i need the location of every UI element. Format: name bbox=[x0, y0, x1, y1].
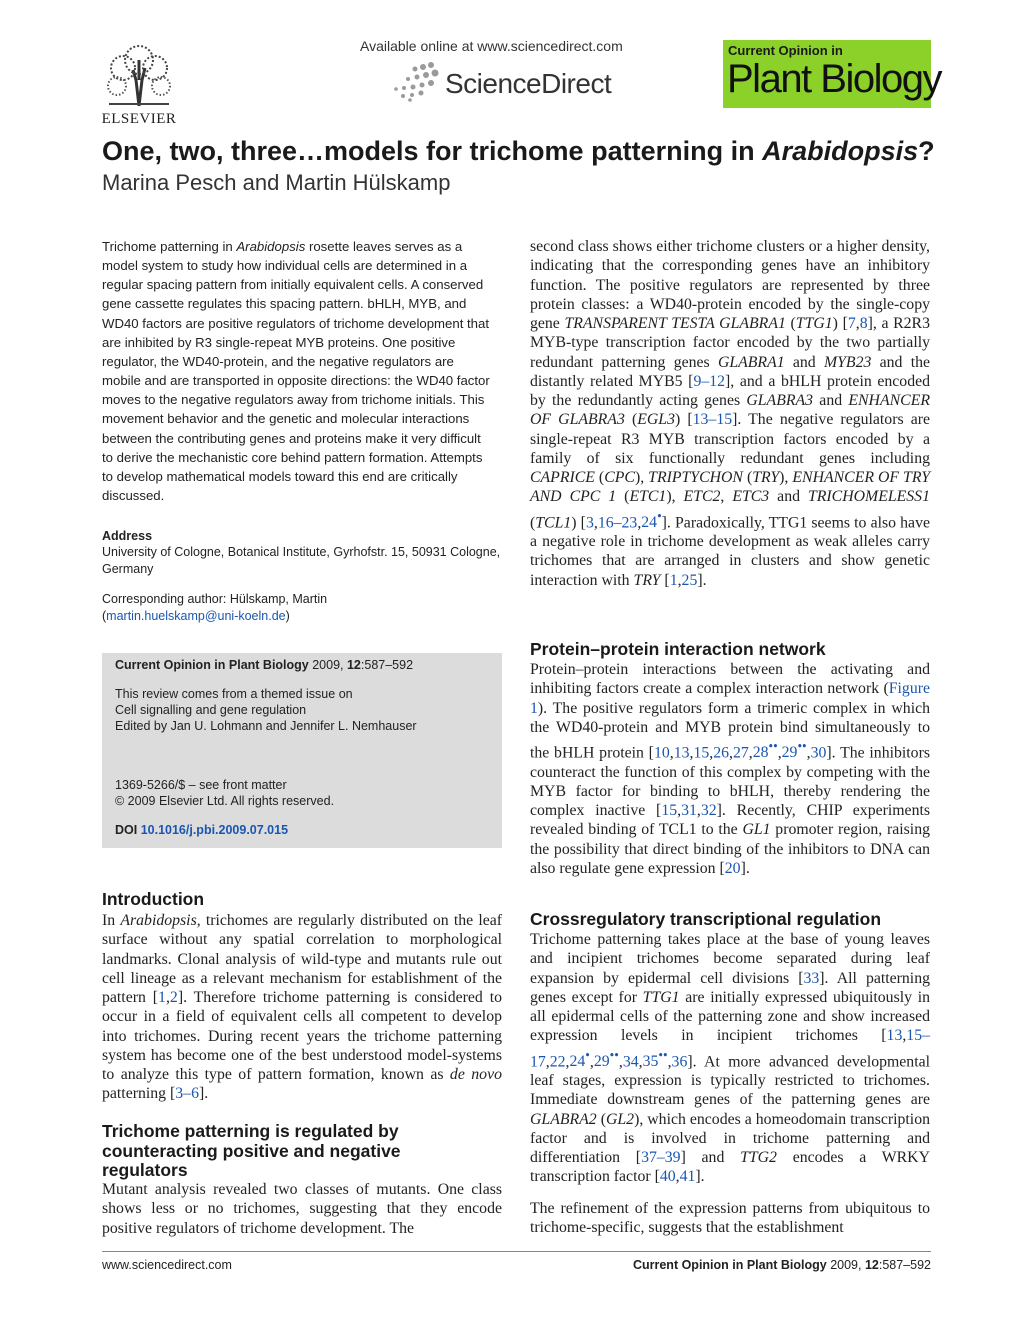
elsevier-logo bbox=[97, 40, 181, 128]
footer-website[interactable]: www.sciencedirect.com bbox=[102, 1258, 232, 1272]
reference-link[interactable]: 9–12 bbox=[693, 372, 726, 390]
section-heading-protein-interaction: Protein–protein interaction network bbox=[530, 639, 826, 659]
reference-link[interactable]: 31 bbox=[681, 802, 697, 820]
address-text: University of Cologne, Botanical Institute, Gyrhofstr. 15, 50931 Cologne, Germany bbox=[102, 545, 501, 576]
email-link[interactable]: martin.huelskamp@uni-koeln.de bbox=[106, 608, 286, 623]
article-title: One, two, three…models for trichome patterning in Arabidopsis? bbox=[102, 136, 935, 166]
regulation-paragraph-continued: second class shows either trichome clusters or a higher density, indicating that the corresponding genes have an inhibitory function. The positive regulators are represented by three protein classes: a WD40-protein encoded by the single-copy gene TRANSPARENT TESTA GLABRA1 (TTG1) [7,8], a R2R3 MYB-type transcription factor encoded by the two partially redundant patterning genes GLABRA1 and MYB23 and the distantly related MYB5 [9–12], and a bHLH protein encoded by the redundantly acting genes GLABRA3 and ENHANCER OF GLABRA3 (EGL3) [13–15]. The negative regulators are single-repeat R3 MYB transcription factors encoded by a family of six functionally redundant genes including CAPRICE (CPC), TRIPTYCHON (TRY), ENHANCER OF TRY AND CPC 1 (ETC1), ETC2, ETC3 and TRICHOMELESS1 (TCL1) [3,16–23,24•]. Paradoxically, TTG1 seems to also have a negative role in trichome development as weak alleles carry trichomes that are arranged in clusters and show genetic interaction with TRY [1,25]. bbox=[530, 238, 930, 589]
reference-link[interactable]: 3 bbox=[585, 513, 594, 531]
reference-link[interactable]: 27 bbox=[732, 744, 749, 762]
reference-link[interactable]: 24• bbox=[641, 508, 662, 531]
corresponding-author bbox=[102, 591, 504, 624]
reference-link[interactable]: 2 bbox=[169, 989, 178, 1006]
article-info-box bbox=[102, 653, 502, 848]
reference-link[interactable]: 16–23 bbox=[597, 513, 638, 531]
available-online-text: Available online at www.sciencedirect.com bbox=[360, 38, 623, 54]
reference-link[interactable]: 32 bbox=[700, 802, 717, 820]
themed-issue-info: This review comes from a themed issue on Cell signalling and gene regulation Edited by Jan U. Lohmann and Jennifer L. Nemhauser bbox=[115, 687, 417, 733]
reference-link[interactable]: 28•• bbox=[752, 739, 778, 762]
abstract: Trichome patterning in Arabidopsis rosette leaves serves as a model system to study how individual cells are determined in a regular spacing pattern from initially equivalent cells. A conserved gene cassette regulates this spacing pattern. bHLH, MYB, and WD40 factors are positive regulators of trichome development that are inhibited by R3 single-repeat MYB proteins. One positive regulator, the WD40-protein, and the negative regulators are mobile and are transported in opposite directions: the WD40 factor moves to the negative regulators away from trichome initials. This movement behavior and the genetic and molecular interactions between the contributing genes and proteins make it very difficult to derive the mechanistic core behind pattern formation. Attempts to develop mathematical models toward this end are critically discussed. bbox=[102, 239, 490, 504]
reference-link[interactable]: 10 bbox=[653, 744, 670, 762]
citation-line: Current Opinion in Plant Biology 2009, 12:587–592 bbox=[115, 658, 414, 672]
corresponding-email[interactable]: (martin.huelskamp@uni-koeln.de) bbox=[102, 608, 290, 623]
sciencedirect-wordmark: ScienceDirect bbox=[445, 68, 612, 99]
reference-link[interactable]: Figure 1 bbox=[530, 680, 930, 717]
reference-link[interactable]: 26 bbox=[713, 744, 729, 762]
publisher-name: ELSEVIER bbox=[101, 111, 177, 127]
reference-link[interactable]: 1 bbox=[669, 571, 678, 589]
reference-link[interactable]: 20 bbox=[724, 859, 741, 877]
reference-link[interactable]: 3–6 bbox=[175, 1085, 199, 1103]
crossregulatory-paragraph: Trichome patterning takes place at the base of young leaves and incipient trichomes become separated during leaf expansion by epidermal cell divisions [33]. All patterning genes except for TTG1 are initially expressed ubiquitously in all epidermal cells of the patterning zone and show increased expression levels in incipient trichomes [13,15–17,22,24•,29••,34,35••,36]. At more advanced developmental leaf stages, expression is typically restricted to trichomes. Immediate downstream genes of the patterning genes are GLABRA2 (GL2), which encodes a homeodomain transcription factor and is involved in trichome patterning and differentiation [37–39] and TTG2 encodes a WRKY transcription factor [40,41]. bbox=[530, 931, 931, 1186]
address-label: Address bbox=[102, 529, 153, 543]
footer-citation: Current Opinion in Plant Biology 2009, 12:587–592 bbox=[632, 1258, 931, 1272]
issn-copyright: 1369-5266/$ – see front matter © 2009 Elsevier Ltd. All rights reserved. bbox=[115, 778, 335, 808]
reference-link[interactable]: 8 bbox=[859, 315, 868, 332]
regulation-paragraph: Mutant analysis revealed two classes of mutants. One class shows less or no trichomes, suggesting that they encode positive regulators of trichome development. The bbox=[102, 1181, 502, 1237]
reference-link[interactable]: 15–17 bbox=[530, 1027, 930, 1070]
reference-link[interactable]: 13–15 bbox=[692, 411, 733, 429]
refinement-paragraph: The refinement of the expression patterns from ubiquitous to trichome-specific, suggests that the establishment bbox=[530, 1200, 930, 1237]
reference-link[interactable]: 30 bbox=[810, 744, 827, 762]
footer-divider bbox=[102, 1251, 931, 1252]
reference-link[interactable]: 29•• bbox=[781, 739, 807, 762]
doi-link[interactable]: 10.1016/j.pbi.2009.07.015 bbox=[140, 823, 289, 837]
introduction-paragraph: In Arabidopsis, trichomes are regularly distributed on the leaf surface without any spatial correlation to morphological landmarks. Clonal analysis of wild-type and mutants rule out cell lineage as a relevant mechanism for establishment of the pattern [1,2]. Therefore trichome patterning is considered to occur in a field of equivalent cells all competent to develop into trichomes. During recent years the trichome patterning system has become one of the best understood model-systems to analyze this type of pattern formation, known as de novo patterning [3–6]. bbox=[102, 912, 502, 1103]
reference-link[interactable]: 40 bbox=[659, 1168, 676, 1186]
reference-link[interactable]: 24• bbox=[569, 1047, 590, 1070]
reference-link[interactable]: 15 bbox=[661, 802, 678, 820]
reference-link[interactable]: 34 bbox=[622, 1052, 639, 1070]
reference-link[interactable]: 1 bbox=[158, 989, 166, 1006]
reference-link[interactable]: 41 bbox=[679, 1168, 696, 1186]
journal-logo-line2: Plant Biology bbox=[727, 57, 941, 101]
reference-link[interactable]: 15 bbox=[693, 744, 710, 762]
journal-logo[interactable] bbox=[723, 40, 941, 108]
article-authors: Marina Pesch and Martin Hülskamp bbox=[102, 170, 451, 195]
reference-link[interactable]: 25 bbox=[681, 571, 698, 589]
reference-link[interactable]: 13 bbox=[886, 1027, 903, 1045]
reference-link[interactable]: 35•• bbox=[642, 1047, 668, 1070]
reference-link[interactable]: 37–39 bbox=[641, 1149, 681, 1167]
sciencedirect-dots-icon bbox=[385, 60, 445, 102]
reference-link[interactable]: 29•• bbox=[593, 1047, 619, 1070]
section-heading-introduction: Introduction bbox=[102, 889, 205, 909]
reference-link[interactable]: 36 bbox=[671, 1052, 688, 1070]
reference-link[interactable]: 22 bbox=[549, 1052, 566, 1070]
reference-link[interactable]: 7 bbox=[847, 315, 856, 332]
journal-logo-line1: Current Opinion in bbox=[728, 43, 843, 58]
protein-interaction-paragraph: Protein–protein interactions between the activating and inhibiting factors create a complex interaction network (Figure 1). The positive regulators form a trimeric complex in which the WD40-protein and MYB protein bind simultaneously to the bHLH protein [10,13,15,26,27,28••,29••,30]. The inhibitors counteract the function of this complex by competing with the MYB factor for binding to bHLH, thereby rendering the complex inactive [15,31,32]. Recently, CHIP experiments revealed binding of TCL1 to the GL1 promoter region, raising the possibility that direct binding of the inhibitors to DNA can also regulate gene expression [20]. bbox=[530, 661, 931, 877]
reference-link[interactable]: 13 bbox=[673, 744, 690, 762]
reference-link[interactable]: 33 bbox=[803, 969, 820, 987]
doi-line: DOI 10.1016/j.pbi.2009.07.015 bbox=[115, 823, 289, 837]
elsevier-tree-icon bbox=[103, 40, 175, 108]
corresponding-author-text: Corresponding author: Hülskamp, Martin bbox=[102, 592, 328, 606]
section-heading-regulation: Trichome patterning is regulated by counteracting positive and negative regulators bbox=[102, 1121, 401, 1180]
section-heading-crossregulatory: Crossregulatory transcriptional regulation bbox=[530, 909, 882, 929]
